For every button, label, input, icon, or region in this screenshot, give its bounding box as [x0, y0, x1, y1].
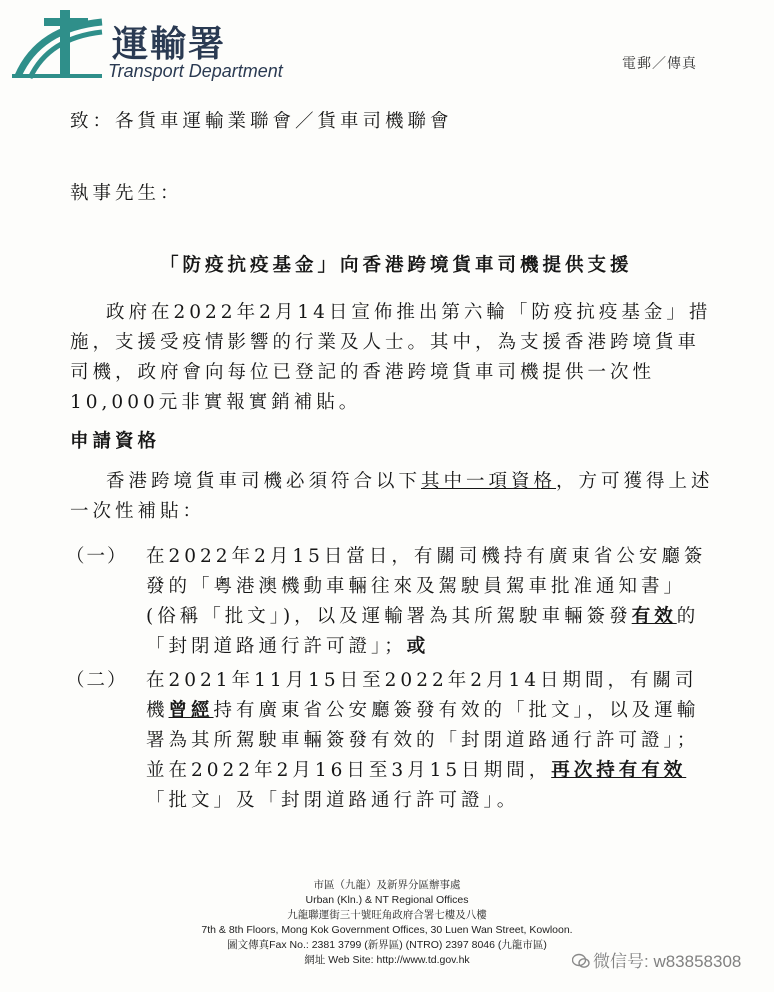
footer-office-english: Urban (Kln.) & NT Regional Offices	[305, 894, 469, 906]
department-name-english: Transport Department	[108, 61, 283, 81]
item2-text-emphasis-2: 再次持有有效	[551, 760, 687, 781]
item1-text-part2: 的「封閉道路通行許可證」；	[146, 606, 700, 657]
body-paragraph: 政府在2022年2月14日宣佈推出第六輪「防疫抗疫基金」措施，支援受疫情影響的行業及人士。其中，為支援香港跨境貨車司機，政府會向每位已登記的香港跨境貨車司機提供一次性10,000元非實報實銷補貼。	[70, 302, 712, 413]
item-marker-1: （一）	[66, 546, 128, 567]
intro-text-before: 香港跨境貨車司機必須符合以下	[106, 471, 422, 492]
item2-text-part3: 「批文」及「封閉道路通行許可證」。	[146, 790, 520, 811]
footer-office-chinese: 市區（九龍）及新界分區辦事處	[313, 879, 461, 891]
footer-fax: 圖文傳真Fax No.: 2381 3799 (新界區) (NTRO) 2397 8046 (九龍市區)	[227, 939, 547, 951]
recipient-line: 致：各貨車運輸業聯會／貨車司機聯會	[70, 111, 453, 132]
footer-website: 網址 Web Site: http://www.td.gov.hk	[304, 954, 470, 966]
department-name-chinese: 運輸署	[112, 23, 227, 65]
item-marker-2: （二）	[66, 670, 128, 691]
footer-address-chinese: 九龍聯運街三十號旺角政府合署七樓及八樓	[287, 909, 487, 921]
item1-text-part1: 在2022年2月15日當日，有關司機持有廣東省公安廳簽發的「粵港澳機動車輛往來及駕駛員駕車批准通知書」(俗稱「批文」)，以及運輸署為其所駕駛車輛簽發	[146, 546, 707, 627]
letter-title: 「防疫抗疫基金」向香港跨境貨車司機提供支援	[160, 255, 633, 276]
reference-label: 電郵／傳真	[622, 56, 697, 72]
item1-text-end: 或	[406, 636, 430, 657]
intro-text-underlined: 其中一項資格	[421, 471, 557, 492]
watermark	[572, 947, 741, 972]
intro-text-after: ，方可獲得上述一次性補貼：	[70, 471, 714, 522]
item2-text-part2: 持有廣東省公安廳簽發有效的「批文」，以及運輸署為其所駕駛車輛簽發有效的「封閉道路通行許可證」；並在2022年2月16日至3月15日期間，	[146, 700, 700, 781]
eligibility-item-2	[146, 666, 718, 816]
section-heading: 申請資格	[70, 431, 161, 452]
item1-text-emphasis: 有效	[631, 606, 677, 627]
eligibility-intro	[70, 467, 720, 527]
transport-department-logo-icon	[10, 4, 106, 82]
salutation: 執事先生：	[70, 183, 183, 204]
footer-address-english: 7th & 8th Floors, Mong Kok Government Offices, 30 Luen Wan Street, Kowloon.	[201, 924, 573, 936]
eligibility-item-1	[146, 542, 718, 662]
item2-text-part1: 在2021年11月15日至2022年2月14日期間，有關司機	[146, 670, 698, 721]
item2-text-emphasis-1: 曾經	[168, 700, 214, 721]
watermark-text: 微信号: w83858308	[593, 952, 742, 971]
chat-bubble-icon	[572, 952, 590, 970]
